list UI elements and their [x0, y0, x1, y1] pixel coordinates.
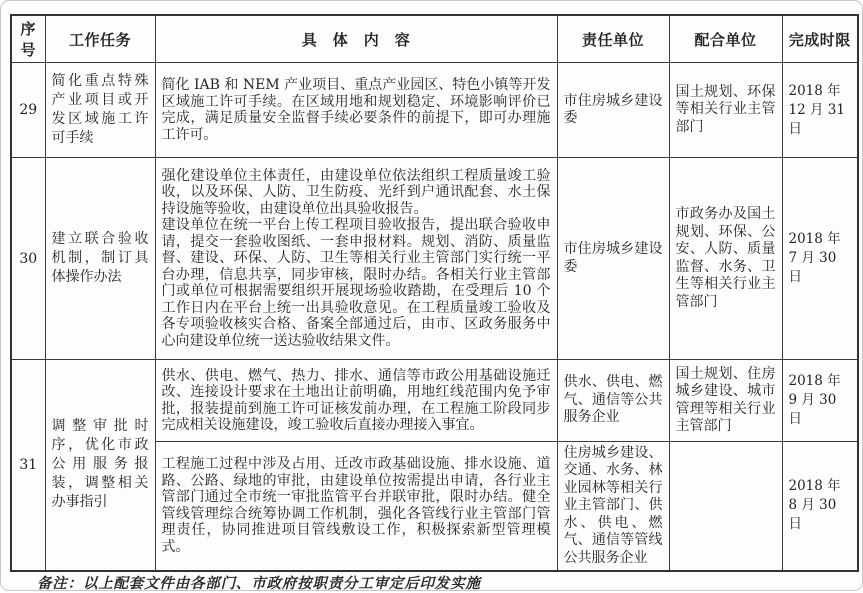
table-row-31-sub-1 — [11, 360, 858, 442]
header-cooperating: 配合单位 — [669, 15, 782, 63]
row-31-sub-1-cooperating: 国土规划、住房城乡建设、城市管理等相关行业主管部门 — [669, 360, 782, 442]
footnote: 备注：以上配套文件由各部门、市政府按职责分工审定后印发实施 — [37, 575, 481, 592]
row-31-sub-2-responsible: 住房城乡建设、交通、水务、林业园林等相关行业主管部门、供水、供电、燃气、通信等管线公共服务企业 — [557, 442, 669, 571]
row-30-deadline: 2018 年 7 月 30 日 — [782, 158, 858, 360]
row-31-sub-1-deadline: 2018 年 9 月 30 日 — [782, 360, 858, 442]
row-29-no: 29 — [11, 63, 45, 158]
row-30-content-paragraph-1: 强化建设单位主体责任，由建设单位依法组织工程质量竣工验收，以及环保、人防、卫生防疫、光纤到户通讯配套、水土保持设施等验收，由建设单位出具验收报告。 — [161, 167, 551, 217]
header-task: 工作任务 — [45, 15, 155, 63]
header-content: 具 体 内 容 — [155, 15, 557, 63]
row-31-sub-1-content — [155, 360, 557, 442]
row-31-task: 调整审批时序，优化市政公用服务报装，调整相关办事指引 — [45, 360, 155, 571]
row-31-sub-2-content-paragraph: 工程施工过程中涉及占用、迁改市政基础设施、排水设施、道路、公路、绿地的审批，由建设单位按需提出申请，各行业主管部门通过全市统一审批监管平台并联审批，限时办结。健全管线管理综合统筹协调工作机制，强化各管线行业主管部门管理责任，协同推进项目管线敷设工作，积极探索新型管理模式。 — [161, 456, 551, 555]
row-31-sub-2-deadline: 2018 年 8 月 30 日 — [782, 442, 858, 571]
row-30-cooperating: 市政务办及国土规划、环保、公安、人防、质量监督、水务、卫生等相关行业主管部门 — [669, 158, 782, 360]
row-29-task: 简化重点特殊产业项目或开发区域施工许可手续 — [45, 63, 155, 158]
table-header-row — [11, 15, 858, 63]
header-responsible: 责任单位 — [557, 15, 669, 63]
row-31-sub-1-responsible: 供水、供电、燃气、通信等公共服务企业 — [557, 360, 669, 442]
row-29-cooperating: 国土规划、环保等相关行业主管部门 — [669, 63, 782, 158]
row-31-no: 31 — [11, 360, 45, 571]
row-31-sub-2-content — [155, 442, 557, 571]
row-31-sub-1-content-paragraph: 供水、供电、燃气、热力、排水、通信等市政公用基础设施迁改、连接设计要求在土地出让前明确，用地红线范围内免予审批，报装提前到施工许可证核发前办理，在工程施工阶段同步完成相关设施建设，竣工验收后直接办理接入事宜。 — [161, 367, 551, 433]
row-29-responsible: 市住房城乡建设委 — [557, 63, 669, 158]
header-deadline: 完成时限 — [782, 15, 858, 63]
row-30-responsible: 市住房城乡建设委 — [557, 158, 669, 360]
row-30-task: 建立联合验收机制，制订具体操作办法 — [45, 158, 155, 360]
header-no: 序号 — [11, 15, 45, 63]
table-row-29 — [11, 63, 858, 158]
row-30-content-paragraph-2: 建设单位在统一平台上传工程项目验收报告，提出联合验收申请，提交一套验收图纸、一套申报材料。规划、消防、质量监督、建设、环保、人防、卫生等相关行业主管部门实行统一平台办理，信息共享，同步审核，限时办结。各相关行业主管部门或单位可根据需要组织开展现场验收踏勘，在受理后 10 个工作日内在平台上统一出具验收意见。在工程质量竣工验收及各专项验收核实合格、备案全部通过后，由市、区政务服务中心向建设单位统一送达验收结果文件。 — [161, 217, 551, 349]
row-30-no: 30 — [11, 158, 45, 360]
row-30-content — [155, 158, 557, 360]
row-31-sub-2-cooperating — [669, 442, 782, 571]
tasks-table — [10, 14, 859, 572]
row-29-content — [155, 63, 557, 158]
table-row-30 — [11, 158, 858, 360]
row-29-deadline: 2018 年 12 月 31 日 — [782, 63, 858, 158]
row-29-content-paragraph: 简化 IAB 和 NEM 产业项目、重点产业园区、特色小镇等开发区域施工许可手续。在区域用地和规划稳定、环境影响评价已完成，满足质量安全监督手续必要条件的前提下，即可办理施工许可。 — [161, 77, 551, 143]
